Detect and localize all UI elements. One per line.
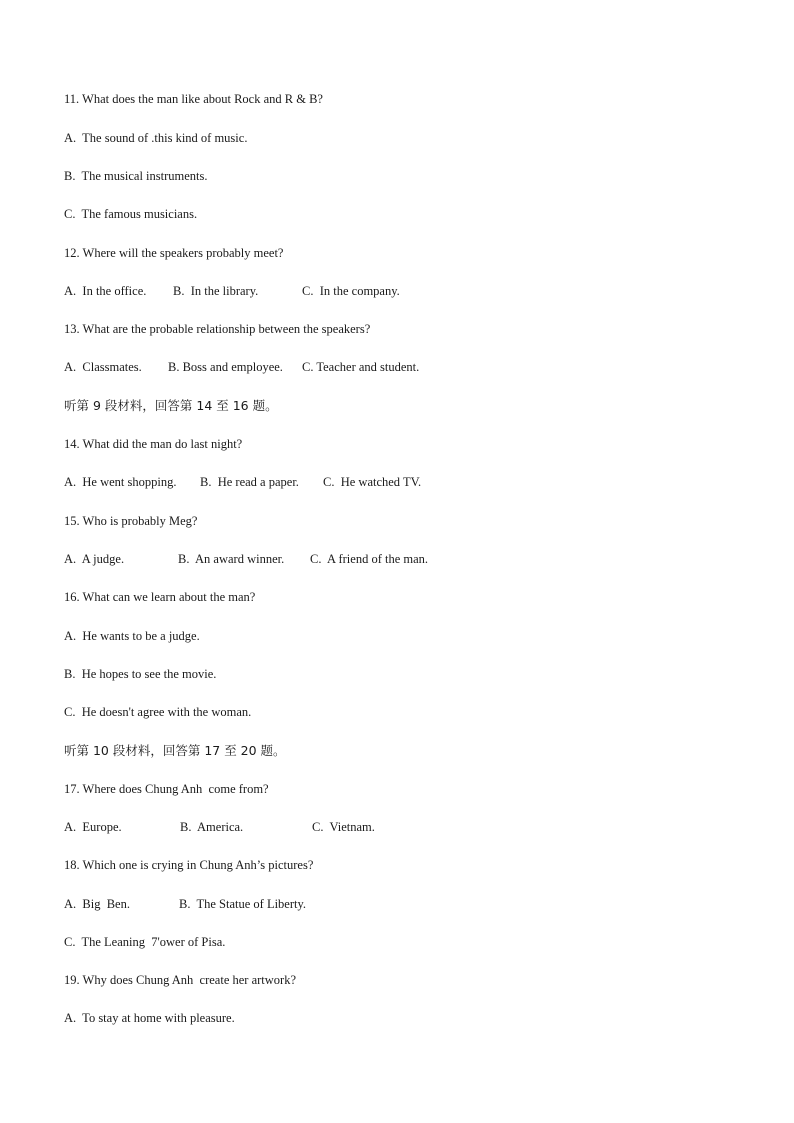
question-19: 19. Why does Chung Anh create her artwork? <box>64 973 296 987</box>
question-19-option-a: A. To stay at home with pleasure. <box>64 1011 235 1025</box>
question-11: 11. What does the man like about Rock and R & B? <box>64 92 323 106</box>
question-14-option-a: A. He went shopping. <box>64 475 177 489</box>
question-13-option-c: C. Teacher and student. <box>302 360 420 374</box>
question-18-option-c: C. The Leaning 7'ower of Pisa. <box>64 935 226 949</box>
question-11-option-a: A. The sound of .this kind of music. <box>64 131 248 145</box>
question-17: 17. Where does Chung Anh come from? <box>64 782 269 796</box>
question-12: 12. Where will the speakers probably meet? <box>64 246 284 260</box>
question-18-option-b: B. The Statue of Liberty. <box>179 897 307 911</box>
question-16-option-a: A. He wants to be a judge. <box>64 629 200 643</box>
question-13: 13. What are the probable relationship between the speakers? <box>64 322 371 336</box>
question-16: 16. What can we learn about the man? <box>64 590 256 604</box>
question-17-option-b: B. America. <box>180 820 244 834</box>
question-18: 18. Which one is crying in Chung Anh’s pictures? <box>64 858 314 872</box>
question-15-option-a: A. A judge. <box>64 552 125 566</box>
section-9-heading: 听第 9 段材料，回答第 14 至 16 题。 <box>64 398 278 413</box>
question-15-option-c: C. A friend of the man. <box>310 552 429 566</box>
question-18-option-a: A. Big Ben. <box>64 897 130 911</box>
question-12-options <box>64 283 764 299</box>
question-12-option-c: C. In the company. <box>302 284 400 298</box>
question-12-option-b: B. In the library. <box>173 284 259 298</box>
question-15-options <box>64 551 764 567</box>
question-15: 15. Who is probably Meg? <box>64 514 198 528</box>
question-13-option-a: A. Classmates. <box>64 360 142 374</box>
question-15-option-b: B. An award winner. <box>178 552 285 566</box>
question-11-option-b: B. The musical instruments. <box>64 169 208 183</box>
section-10-heading: 听第 10 段材料，回答第 17 至 20 题。 <box>64 743 286 758</box>
question-14: 14. What did the man do last night? <box>64 437 243 451</box>
question-14-option-c: C. He watched TV. <box>323 475 422 489</box>
question-18-options <box>64 896 764 912</box>
question-17-options <box>64 819 764 835</box>
question-16-option-b: B. He hopes to see the movie. <box>64 667 217 681</box>
question-13-options <box>64 359 764 375</box>
question-13-option-b: B. Boss and employee. <box>168 360 283 374</box>
question-16-option-c: C. He doesn't agree with the woman. <box>64 705 252 719</box>
question-14-option-b: B. He read a paper. <box>200 475 299 489</box>
question-14-options <box>64 474 764 490</box>
question-12-option-a: A. In the office. <box>64 284 147 298</box>
question-11-option-c: C. The famous musicians. <box>64 207 198 221</box>
question-17-option-c: C. Vietnam. <box>312 820 375 834</box>
question-17-option-a: A. Europe. <box>64 820 122 834</box>
